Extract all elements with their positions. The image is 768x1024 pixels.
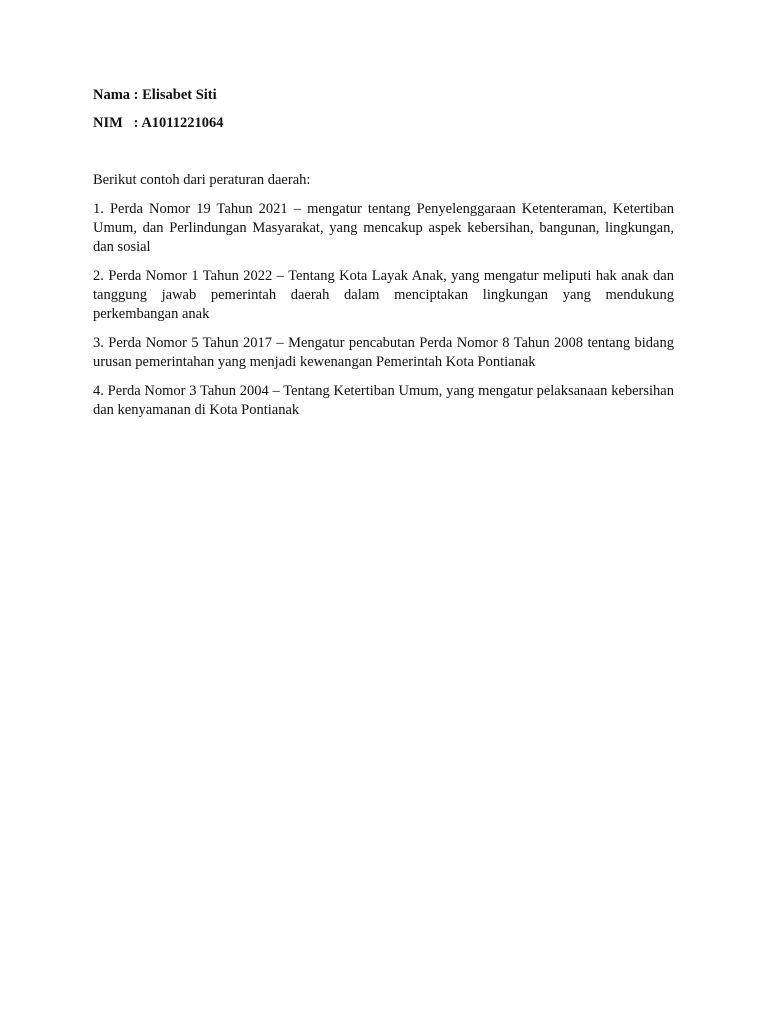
student-nim: NIM : A1011221064 [93, 115, 224, 131]
regulation-item-4: 4. Perda Nomor 3 Tahun 2004 – Tentang Ketertiban Umum, yang mengatur pelaksanaan kebersihan dan kenyamanan di Kota Pontianak [93, 383, 674, 418]
intro-paragraph: Berikut contoh dari peraturan daerah: [93, 172, 311, 188]
regulation-item-3: 3. Perda Nomor 5 Tahun 2017 – Mengatur pencabutan Perda Nomor 8 Tahun 2008 tentang bidang urusan pemerintahan yang menjadi kewenangan Pemerintah Kota Pontianak [93, 335, 674, 370]
student-name: Nama : Elisabet Siti [93, 87, 217, 103]
document-body [93, 86, 674, 430]
regulation-item-2: 2. Perda Nomor 1 Tahun 2022 – Tentang Kota Layak Anak, yang mengatur meliputi hak anak dan tanggung jawab pemerintah daerah dalam menciptakan lingkungan yang mendukung perkembangan anak [93, 268, 674, 322]
regulation-item-1: 1. Perda Nomor 19 Tahun 2021 – mengatur tentang Penyelenggaraan Ketenteraman, Ketertiban Umum, dan Perlindungan Masyarakat, yang mencakup aspek kebersihan, bangunan, lingkungan, dan sosial [93, 201, 674, 255]
